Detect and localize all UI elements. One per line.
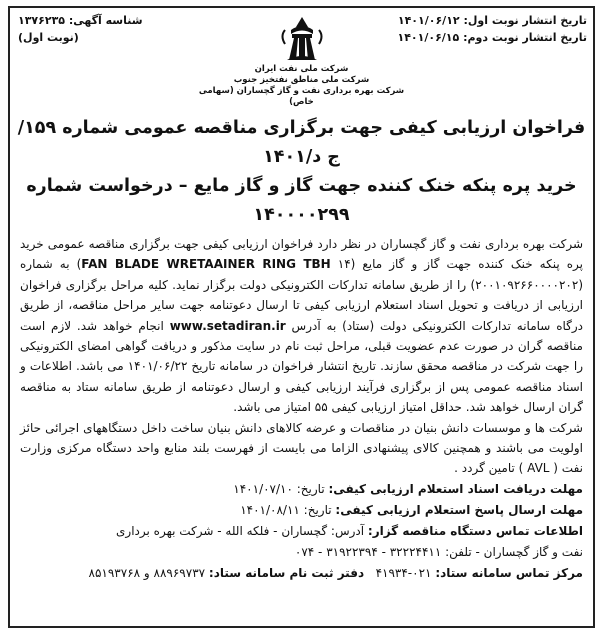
- receive-deadline-value: تاریخ: ۱۴۰۱/۰۷/۱۰: [233, 481, 325, 496]
- notice-header: [10, 8, 593, 112]
- item-name-en: FAN BLADE WRETAAINER RING TBH: [81, 257, 331, 272]
- setad-label: مرکز تماس سامانه ستاد:: [435, 565, 583, 580]
- company-logo-block: [192, 14, 412, 108]
- send-deadline-row: [20, 500, 583, 521]
- body-text-b: ۱۴) به شماره (۲۰۰۱۰۹۲۶۶۰۰۰۰۲۰۲) را از طریق سامانه تدارکات الکترونیکی دولت برگزار نماید. کلیه مراحل برگزاری فراخوان ارزیابی از دریافت و تحویل اسناد استعلام ارزیابی کیفی تا ارسال دعوتنامه جهت سایر مراحل مناقصه، از طریق درگاه سامانه تدارکات الکترونیکی دولت (ستاد) به آدرس: [20, 257, 583, 333]
- notice-title: [16, 114, 587, 230]
- ad-id: شناسه آگهی: ۱۳۷۶۲۳۵: [18, 14, 143, 27]
- setad-value: ۰۲۱-۴۱۹۳۴: [375, 565, 432, 580]
- logo-line-1: شرکت ملی نفت ایران: [254, 64, 349, 74]
- body-text-a: شرکت بهره برداری نفت و گاز گچساران در نظر دارد فراخوان ارزیابی کیفی جهت برگزاری مناقصه عمومی خرید پره پنکه خنک کننده جهت گاز و گاز مایع (: [20, 237, 583, 272]
- send-deadline-label: مهلت ارسال پاسخ استعلام ارزیابی کیفی:: [335, 502, 583, 517]
- notice-details: [10, 479, 593, 584]
- notice-body: [10, 234, 593, 479]
- nioc-logo-icon: [277, 14, 327, 64]
- register-value: ۸۸۹۶۹۷۳۷ و ۸۵۱۹۳۷۶۸: [88, 565, 206, 580]
- send-deadline-value: تاریخ: ۱۴۰۱/۰۸/۱۱: [240, 502, 332, 517]
- contact-value-2: نفت و گاز گچساران - تلفن: ۳۲۲۲۴۴۱۱ - ۳۱۹۲۲۳۹۴ - ۰۷۴: [294, 544, 583, 559]
- contact-row-2: [20, 542, 583, 563]
- setad-row: [20, 563, 583, 584]
- receive-deadline-row: [20, 479, 583, 500]
- contact-row: [20, 521, 583, 542]
- contact-label: اطلاعات تماس دستگاه مناقصه گزار:: [367, 523, 583, 538]
- receive-deadline-label: مهلت دریافت اسناد استعلام ارزیابی کیفی:: [328, 481, 583, 496]
- publication-dates: [397, 12, 587, 46]
- logo-line-2: شرکت ملی مناطق نفتخیز جنوب: [233, 75, 370, 85]
- ad-identifier: [18, 12, 143, 46]
- title-line-1: فراخوان ارزیابی کیفی جهت برگزاری مناقصه عمومی شماره ۱۵۹/ج د/۱۴۰۱: [17, 118, 586, 167]
- title-line-2: خرید پره پنکه خنک کننده جهت گاز و گاز مایع – درخواست شماره ۱۴۰۰۰۰۲۹۹: [26, 176, 577, 225]
- first-publication-date: تاریخ انتشار نوبت اول: ۱۴۰۱/۰۶/۱۲: [397, 14, 587, 27]
- second-publication-date: تاریخ انتشار نوبت دوم: ۱۴۰۱/۰۶/۱۵: [397, 31, 587, 44]
- body-paragraph-1: [20, 234, 583, 418]
- tender-notice: [8, 6, 595, 628]
- contact-value-1: آدرس: گچساران - فلکه الله - شرکت بهره برداری: [116, 523, 365, 538]
- publication-round: (نوبت اول): [18, 31, 79, 44]
- register-label: دفتر ثبت نام سامانه ستاد:: [208, 565, 365, 580]
- logo-line-3: شرکت بهره برداری نفت و گاز گچساران (سهامی خاص): [198, 86, 405, 107]
- body-text-c: انجام خواهد شد. لازم است مناقصه گران در صورت عدم عضویت قبلی، مراحل ثبت نام در سایت مذکور و دریافت گواهی امضای الکترونیکی را جهت شرکت در مناقصه محقق سازند. تاریخ انتشار فراخوان در سامانه تاریخ ۱۴۰۱/۰۶/۲۲ می باشد. اطلاعات و اسناد مناقصه عمومی پس از برگزاری فرآیند ارزیابی کیفی و ارسال دعوتنامه از طریق سامانه ستاد به مناقصه گران ارسال خواهد شد. حداقل امتیاز ارزیابی کیفی ۵۵ امتیاز می باشد.: [20, 318, 583, 415]
- body-paragraph-2: شرکت ها و موسسات دانش بنیان در مناقصات و عرضه کالاهای دانش بنیان ساخت داخل دستگاههای اجرائی حائز اولویت می باشند و همچنین کالای پیشنهادی الزاما می بایست از فهرست بلند منابع واحد دستگاه مرکزی وزارت نفت ( AVL ) تامین گردد .: [20, 420, 583, 476]
- setad-url-link[interactable]: www.setadiran.ir: [169, 318, 286, 333]
